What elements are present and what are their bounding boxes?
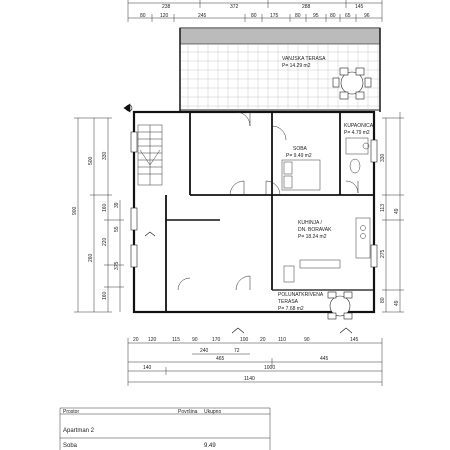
kupaonica-area: P= 4.79 m2: [344, 130, 370, 136]
top-dim-1: 238: [162, 4, 171, 10]
kuhinja-name: KUHINJA /: [298, 220, 322, 226]
kuhinja-area: P= 18.24 m2: [298, 234, 327, 240]
bottom-dim-10: 145: [350, 337, 359, 343]
bottom-dim-7: 20: [260, 337, 266, 343]
right-dim-outer-1: 49: [394, 208, 400, 214]
table-header-prostor: Prostor: [63, 409, 80, 415]
top-dim-r2-1: 80: [140, 13, 146, 19]
right-dim-3: 275: [380, 249, 386, 258]
stair-icon: [138, 125, 162, 185]
right-dim-4: 80: [380, 297, 386, 303]
bottom-dim-4: 90: [192, 337, 198, 343]
soba-area: P= 9.49 m2: [286, 153, 312, 159]
top-dim-r2-3: 245: [198, 13, 207, 19]
top-dim-r2-10: 96: [364, 13, 370, 19]
bottom-dimensions: [128, 338, 382, 386]
left-dim-small-3: 375: [114, 261, 120, 270]
top-dim-r2-9: 65: [345, 13, 351, 19]
covered-terrace-name2: TERASA: [278, 299, 299, 305]
right-dim-outer-2: 49: [394, 300, 400, 306]
terrace-name: VANJSKA TERASA: [282, 56, 326, 62]
left-dim-mid-2: 260: [88, 253, 94, 262]
left-dim-in-1: 330: [102, 151, 108, 160]
terrace-area: [180, 28, 380, 112]
top-dim-r2-5: 175: [270, 13, 279, 19]
bed-icon: [282, 160, 320, 190]
left-dim-in-3: 220: [102, 237, 108, 246]
bottom-dim-6: 100: [240, 337, 249, 343]
bottom-dim-8: 110: [278, 337, 286, 343]
left-dim-mid-1: 500: [88, 156, 94, 165]
left-dim-total: 900: [72, 206, 78, 215]
top-dim-r2-2: 120: [160, 13, 169, 19]
covered-terrace-table-icon: [328, 292, 352, 319]
left-dimensions: [74, 118, 124, 312]
top-dim-r2-6: 80: [295, 13, 301, 19]
section-markers: [124, 104, 352, 333]
left-dim-small-1: 39: [114, 202, 120, 208]
bottom-dim-r3-1: 465: [216, 356, 225, 362]
bottom-dim-5: 170: [212, 337, 221, 343]
terrace-area-label: P= 14.29 m2: [282, 63, 311, 69]
bottom-dim-total: 1140: [244, 376, 255, 382]
right-dim-1: 330: [380, 153, 386, 162]
bottom-dim-r4-1: 140: [143, 365, 152, 371]
bottom-dim-r4-2: 1000: [264, 365, 276, 371]
table-header-ukupno: Ukupno: [204, 409, 222, 415]
bottom-dim-9: 90: [304, 337, 310, 343]
table-row-name: Soba: [63, 443, 78, 449]
table-section-title: Apartman 2: [63, 428, 95, 434]
top-dim-r2-8: 80: [330, 13, 336, 19]
right-dim-2: 113: [380, 204, 386, 212]
top-dim-r2-7: 95: [313, 13, 319, 19]
left-dim-small-2: 55: [114, 226, 120, 232]
top-dim-3: 288: [302, 4, 311, 10]
bathroom-fixtures-icon: [346, 138, 369, 173]
top-dim-r2-4: 80: [251, 13, 257, 19]
bottom-dim-1: 20: [133, 337, 139, 343]
soba-name: SOBA: [293, 146, 307, 152]
table-row-value: 9.49: [204, 443, 216, 449]
bottom-dim-r2-2: 72: [234, 348, 240, 354]
left-dim-in-4: 160: [102, 291, 108, 300]
table-header-povrsina: Površina: [178, 409, 198, 415]
bottom-dim-r3-2: 445: [320, 356, 329, 362]
bottom-dim-r2-1: 240: [200, 348, 209, 354]
covered-terrace-area: P= 7.68 m2: [278, 306, 304, 312]
building-walls: [134, 112, 374, 312]
bottom-dim-2: 120: [148, 337, 157, 343]
top-dim-4: 145: [355, 4, 364, 10]
top-dim-2: 372: [230, 4, 239, 10]
bottom-dim-3: 115: [172, 337, 180, 343]
kuhinja-name2: DN. BORAVAK: [298, 227, 332, 233]
left-dim-in-2: 160: [102, 203, 108, 212]
door-arcs: [178, 112, 358, 290]
covered-terrace-name: POLUNATKRIVENA: [278, 292, 324, 298]
kupaonica-name: KUPAONICA: [344, 123, 374, 129]
